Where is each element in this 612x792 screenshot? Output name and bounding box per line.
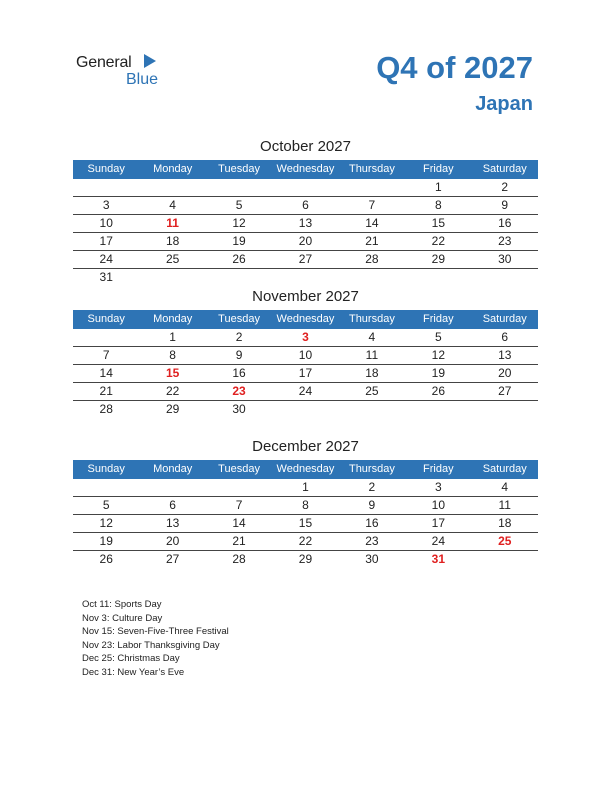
day-cell: 14 bbox=[99, 366, 113, 380]
day-cell: 24 bbox=[431, 534, 445, 548]
day-cell: 18 bbox=[365, 366, 379, 380]
day-cell: 11 bbox=[365, 348, 379, 362]
holiday-item: Nov 23: Labor Thanksgiving Day bbox=[82, 639, 220, 651]
day-cell bbox=[272, 179, 338, 196]
day-cell: 24 bbox=[99, 252, 113, 266]
day-cell: 24 bbox=[298, 384, 313, 398]
holiday-item: Oct 11: Sports Day bbox=[82, 599, 162, 610]
day-cell: 6 bbox=[501, 330, 509, 344]
holiday-item: Nov 3: Culture Day bbox=[82, 612, 163, 624]
day-cell: 27 bbox=[165, 552, 180, 566]
day-cell: 16 bbox=[232, 366, 246, 380]
day-cell: 12 bbox=[99, 516, 113, 530]
day-cell bbox=[139, 179, 205, 196]
day-cell: 22 bbox=[298, 534, 313, 548]
holiday-day-cell: 3 bbox=[302, 330, 309, 344]
day-cell: 28 bbox=[232, 552, 246, 566]
day-cell: 17 bbox=[298, 366, 313, 380]
day-cell bbox=[73, 329, 139, 346]
week-row bbox=[73, 515, 538, 533]
day-cell: 7 bbox=[235, 498, 243, 512]
day-cell: 27 bbox=[498, 384, 512, 398]
day-cell: 23 bbox=[498, 234, 512, 248]
week-row bbox=[73, 329, 538, 347]
day-cell bbox=[339, 269, 405, 286]
day-cell: 17 bbox=[99, 234, 113, 248]
weekday-label: Thursday bbox=[348, 163, 395, 175]
weekday-label: Monday bbox=[153, 463, 193, 475]
holiday-item: Dec 25: Christmas Day bbox=[82, 653, 180, 665]
day-cell bbox=[472, 401, 538, 418]
day-cell: 10 bbox=[298, 348, 313, 362]
day-cell: 30 bbox=[498, 252, 512, 266]
weekday-label: Saturday bbox=[482, 463, 527, 475]
day-cell: 20 bbox=[498, 366, 512, 380]
day-cell: 2 bbox=[368, 480, 376, 494]
weekday-label: Saturday bbox=[482, 313, 527, 325]
week-row bbox=[73, 179, 538, 197]
weekday-label: Sunday bbox=[87, 163, 125, 175]
day-cell: 16 bbox=[365, 516, 379, 530]
day-cell: 31 bbox=[99, 270, 113, 284]
day-cell: 9 bbox=[235, 348, 243, 362]
holiday-day-cell: 25 bbox=[498, 534, 512, 548]
day-cell: 22 bbox=[165, 384, 180, 398]
day-cell bbox=[405, 269, 471, 286]
logo-blue-text: Blue bbox=[126, 71, 159, 88]
weekday-label: Saturday bbox=[482, 163, 527, 175]
day-cell: 3 bbox=[102, 198, 110, 212]
day-cell bbox=[405, 401, 471, 418]
weekday-label: Sunday bbox=[87, 313, 125, 325]
day-cell: 29 bbox=[165, 402, 180, 416]
day-cell: 5 bbox=[434, 330, 442, 344]
day-cell: 9 bbox=[368, 498, 376, 512]
day-cell: 14 bbox=[232, 516, 246, 530]
holiday-day-cell: 23 bbox=[232, 384, 246, 398]
day-cell: 12 bbox=[431, 348, 445, 362]
day-cell: 26 bbox=[232, 252, 246, 266]
day-cell: 10 bbox=[431, 498, 445, 512]
week-row bbox=[73, 347, 538, 365]
day-cell bbox=[206, 479, 272, 496]
month-title: December 2027 bbox=[252, 438, 359, 455]
week-row bbox=[73, 251, 538, 269]
day-cell: 29 bbox=[431, 252, 445, 266]
week-row bbox=[73, 533, 538, 551]
page-title: Q4 of 2027 bbox=[376, 50, 533, 85]
day-cell: 6 bbox=[169, 498, 176, 512]
weekday-label: Sunday bbox=[87, 463, 125, 475]
week-row bbox=[73, 383, 538, 401]
weekday-label: Thursday bbox=[348, 463, 395, 475]
day-cell bbox=[339, 179, 405, 196]
logo-general-text: General bbox=[76, 54, 132, 71]
week-row bbox=[73, 479, 538, 497]
week-row bbox=[73, 269, 538, 286]
day-cell: 30 bbox=[232, 402, 246, 416]
holiday-item: Nov 15: Seven-Five-Three Festival bbox=[82, 626, 229, 638]
day-cell: 19 bbox=[232, 234, 246, 248]
holiday-item: Dec 31: New Year’s Eve bbox=[82, 666, 185, 678]
week-row bbox=[73, 551, 538, 568]
day-cell bbox=[139, 269, 205, 286]
day-cell: 18 bbox=[498, 516, 512, 530]
day-cell: 2 bbox=[501, 180, 509, 194]
day-cell: 7 bbox=[102, 348, 110, 362]
week-row bbox=[73, 197, 538, 215]
day-cell: 19 bbox=[99, 534, 113, 548]
weekday-header bbox=[73, 310, 538, 329]
day-cell: 20 bbox=[298, 234, 313, 248]
week-row bbox=[73, 497, 538, 515]
day-cell: 3 bbox=[434, 480, 442, 494]
day-cell: 18 bbox=[165, 234, 180, 248]
day-cell: 25 bbox=[365, 384, 379, 398]
month-block bbox=[73, 138, 538, 286]
day-cell: 9 bbox=[501, 198, 509, 212]
weekday-label: Wednesday bbox=[276, 163, 335, 175]
weekday-label: Wednesday bbox=[276, 463, 335, 475]
weekday-label: Friday bbox=[423, 313, 454, 325]
day-cell bbox=[339, 401, 405, 418]
day-cell: 4 bbox=[368, 330, 376, 344]
day-cell: 1 bbox=[434, 180, 442, 194]
day-cell bbox=[206, 269, 272, 286]
day-cell bbox=[139, 479, 205, 496]
weekday-label: Monday bbox=[153, 163, 193, 175]
day-cell: 4 bbox=[501, 480, 509, 494]
weekday-label: Wednesday bbox=[276, 313, 335, 325]
day-cell: 13 bbox=[165, 516, 180, 530]
weekday-header bbox=[73, 460, 538, 479]
holiday-list bbox=[82, 598, 229, 680]
month-title: November 2027 bbox=[252, 288, 359, 305]
day-cell: 5 bbox=[102, 498, 110, 512]
day-cell: 28 bbox=[365, 252, 379, 266]
flag-icon bbox=[144, 54, 156, 68]
day-cell: 1 bbox=[302, 480, 309, 494]
day-cell: 25 bbox=[165, 252, 180, 266]
day-cell: 8 bbox=[169, 348, 176, 362]
day-cell: 16 bbox=[498, 216, 512, 230]
day-cell: 12 bbox=[232, 216, 246, 230]
day-cell bbox=[472, 269, 538, 286]
day-cell: 30 bbox=[365, 552, 379, 566]
day-cell: 21 bbox=[365, 234, 379, 248]
day-cell: 20 bbox=[165, 534, 180, 548]
month-block bbox=[73, 288, 538, 418]
day-cell: 15 bbox=[298, 516, 313, 530]
day-cell bbox=[272, 269, 338, 286]
day-cell: 11 bbox=[498, 498, 511, 512]
day-cell: 22 bbox=[431, 234, 445, 248]
day-cell: 13 bbox=[498, 348, 512, 362]
holiday-day-cell: 15 bbox=[165, 366, 180, 380]
weekday-label: Friday bbox=[423, 463, 454, 475]
day-cell: 6 bbox=[302, 198, 309, 212]
day-cell: 15 bbox=[431, 216, 445, 230]
week-row bbox=[73, 365, 538, 383]
weekday-label: Tuesday bbox=[218, 163, 260, 175]
weekday-header bbox=[73, 160, 538, 179]
day-cell bbox=[472, 551, 538, 568]
day-cell: 23 bbox=[365, 534, 379, 548]
day-cell: 14 bbox=[365, 216, 379, 230]
day-cell: 5 bbox=[235, 198, 243, 212]
day-cell bbox=[73, 179, 139, 196]
day-cell: 13 bbox=[298, 216, 313, 230]
day-cell: 8 bbox=[302, 498, 309, 512]
month-title: October 2027 bbox=[260, 138, 351, 155]
day-cell: 26 bbox=[99, 552, 113, 566]
weekday-label: Thursday bbox=[348, 313, 395, 325]
day-cell: 21 bbox=[99, 384, 113, 398]
day-cell: 8 bbox=[434, 198, 442, 212]
month-block bbox=[73, 438, 538, 568]
day-cell: 7 bbox=[368, 198, 376, 212]
day-cell bbox=[206, 179, 272, 196]
day-cell: 21 bbox=[232, 534, 246, 548]
weekday-label: Friday bbox=[423, 163, 454, 175]
day-cell: 4 bbox=[169, 198, 176, 212]
day-cell: 2 bbox=[235, 330, 243, 344]
day-cell bbox=[73, 479, 139, 496]
day-cell: 1 bbox=[169, 330, 176, 344]
day-cell: 10 bbox=[99, 216, 113, 230]
day-cell: 19 bbox=[431, 366, 445, 380]
week-row bbox=[73, 233, 538, 251]
weekday-label: Tuesday bbox=[218, 463, 260, 475]
day-cell bbox=[272, 401, 338, 418]
country-name: Japan bbox=[475, 93, 533, 115]
generalblue-logo bbox=[76, 52, 176, 88]
day-cell: 29 bbox=[298, 552, 313, 566]
holiday-day-cell: 11 bbox=[166, 216, 179, 230]
day-cell: 28 bbox=[99, 402, 113, 416]
day-cell: 26 bbox=[431, 384, 445, 398]
day-cell: 27 bbox=[298, 252, 313, 266]
weekday-label: Monday bbox=[153, 313, 193, 325]
weekday-label: Tuesday bbox=[218, 313, 260, 325]
day-cell: 17 bbox=[431, 516, 445, 530]
week-row bbox=[73, 401, 538, 418]
holiday-day-cell: 31 bbox=[431, 552, 445, 566]
week-row bbox=[73, 215, 538, 233]
